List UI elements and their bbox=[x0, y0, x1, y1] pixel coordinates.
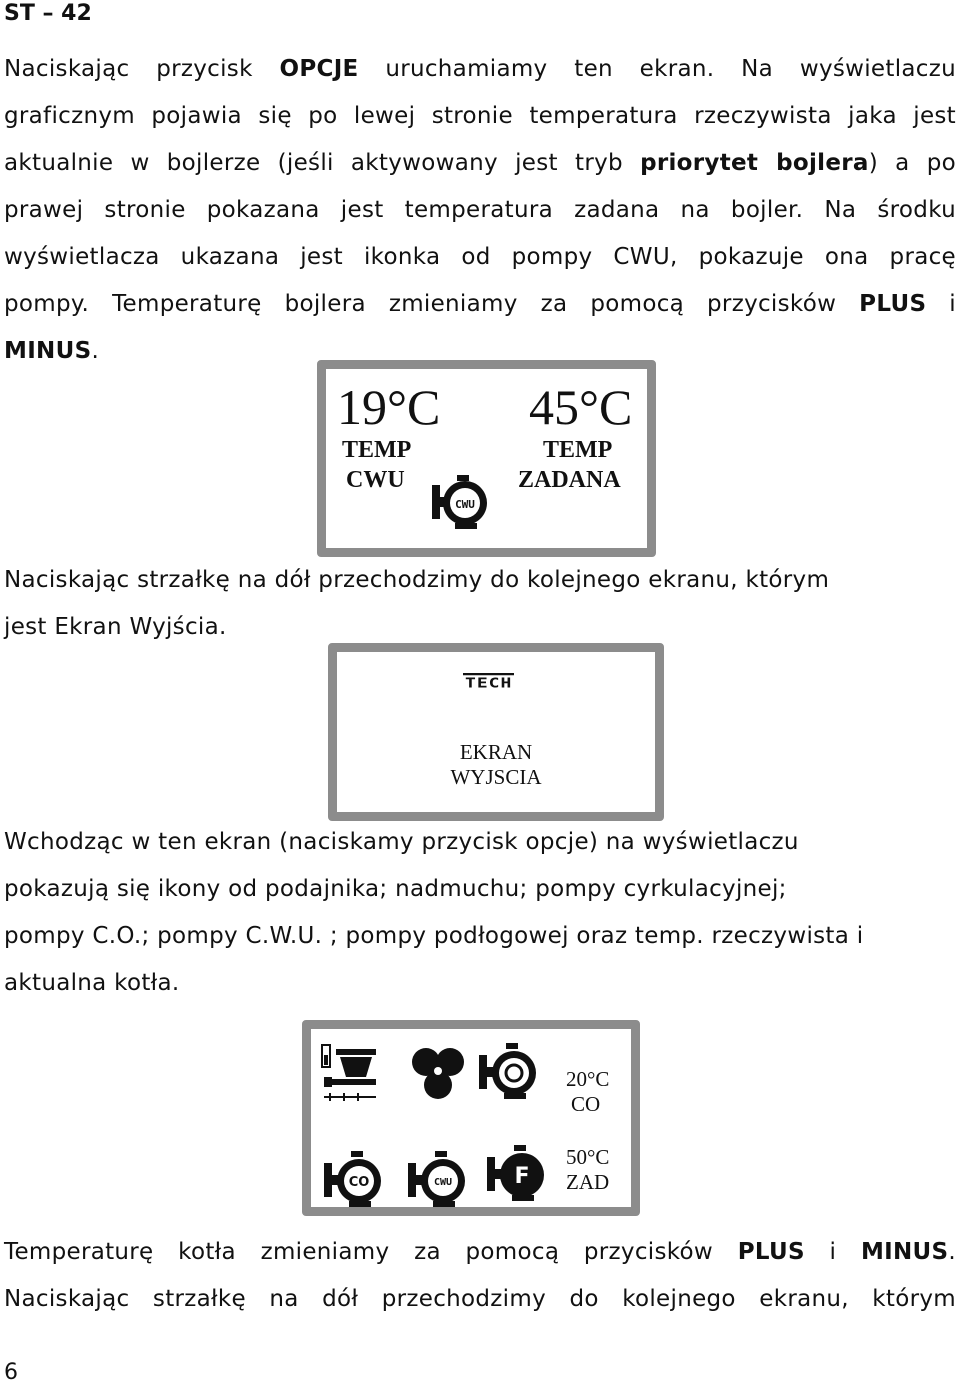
svg-text:CWU: CWU bbox=[433, 1177, 453, 1188]
co-pump-icon bbox=[323, 1151, 385, 1209]
co-label: CO bbox=[571, 1092, 601, 1116]
label-cwu-left: CWU bbox=[346, 467, 405, 493]
bold-term: PLUS bbox=[859, 291, 927, 317]
bold-term: MINUS bbox=[860, 1239, 949, 1265]
paragraph-boiler-temp: Temperaturę kotła zmieniamy za pomocą przycisków PLUS i MINUS. Naciskając strzałkę na dół przechodzimy do kolejnego ekranu, którym bbox=[4, 1239, 956, 1312]
intro-paragraph: Naciskając przycisk OPCJE uruchamiamy ten ekran. Na wyświetlaczu graficznym pojawia się po lewej stronie temperatura rzeczywista jaka jest aktualnie w bojlerze (jeśli aktywowany jest tryb priorytet bojlera) a po prawej stronie pokazana jest temperatura zadana na bojler. Na środku wyświetlacza ukazana jest ikonka od pompy CWU, pokazuje ona pracę pompy. Temperaturę bojlera zmieniamy za pomocą przycisków PLUS i MINUS. bbox=[4, 56, 956, 364]
cwu-pump-icon bbox=[431, 475, 491, 531]
exit-line-2: WYJSCIA bbox=[450, 765, 542, 789]
label-temp-left: TEMP bbox=[342, 437, 412, 463]
paragraph-exit-screen: Naciskając strzałkę na dół przechodzimy do kolejnego ekranu, którym jest Ekran Wyjścia. bbox=[4, 567, 830, 640]
co-temperature: 20°C bbox=[566, 1067, 610, 1091]
set-temperature: 45°C bbox=[529, 379, 633, 435]
label-zadana-right: ZADANA bbox=[518, 467, 621, 493]
header-title: ST – 42 bbox=[4, 1, 92, 26]
paragraph-icons-description: Wchodząc w ten ekran (naciskamy przycisk opcje) na wyświetlaczu pokazują się ikony od podajnika; nadmuchu; pompy cyrkulacyjnej; pompy C.O.; pompy C.W.U. ; pompy podłogowej oraz temp. rzeczywista i aktualna kotła. bbox=[4, 829, 864, 996]
tech-logo: TECH bbox=[463, 673, 514, 691]
display-boiler-temperature bbox=[317, 360, 656, 557]
label-temp-right: TEMP bbox=[543, 437, 613, 463]
bold-term: priorytet bojlera bbox=[640, 150, 869, 176]
svg-text:CO: CO bbox=[348, 1175, 370, 1190]
bold-term: PLUS bbox=[737, 1239, 805, 1265]
feeder-icon bbox=[320, 1043, 382, 1107]
actual-temperature: 19°C bbox=[337, 379, 441, 435]
display-exit-screen bbox=[328, 643, 664, 821]
floor-pump-icon bbox=[486, 1145, 548, 1203]
display-boiler-icons bbox=[302, 1020, 640, 1216]
circulation-pump-icon bbox=[478, 1043, 540, 1101]
set-temperature: 50°C bbox=[566, 1145, 610, 1169]
bold-term: MINUS bbox=[4, 338, 92, 364]
svg-text:F: F bbox=[514, 1164, 530, 1189]
exit-line-1: EKRAN bbox=[459, 740, 533, 764]
cwu-pump-icon bbox=[407, 1151, 469, 1209]
svg-text:CWU: CWU bbox=[455, 498, 475, 511]
fan-icon bbox=[410, 1047, 466, 1103]
page-number: 6 bbox=[4, 1360, 18, 1385]
bold-term: OPCJE bbox=[279, 56, 359, 82]
zad-label: ZAD bbox=[566, 1170, 610, 1194]
